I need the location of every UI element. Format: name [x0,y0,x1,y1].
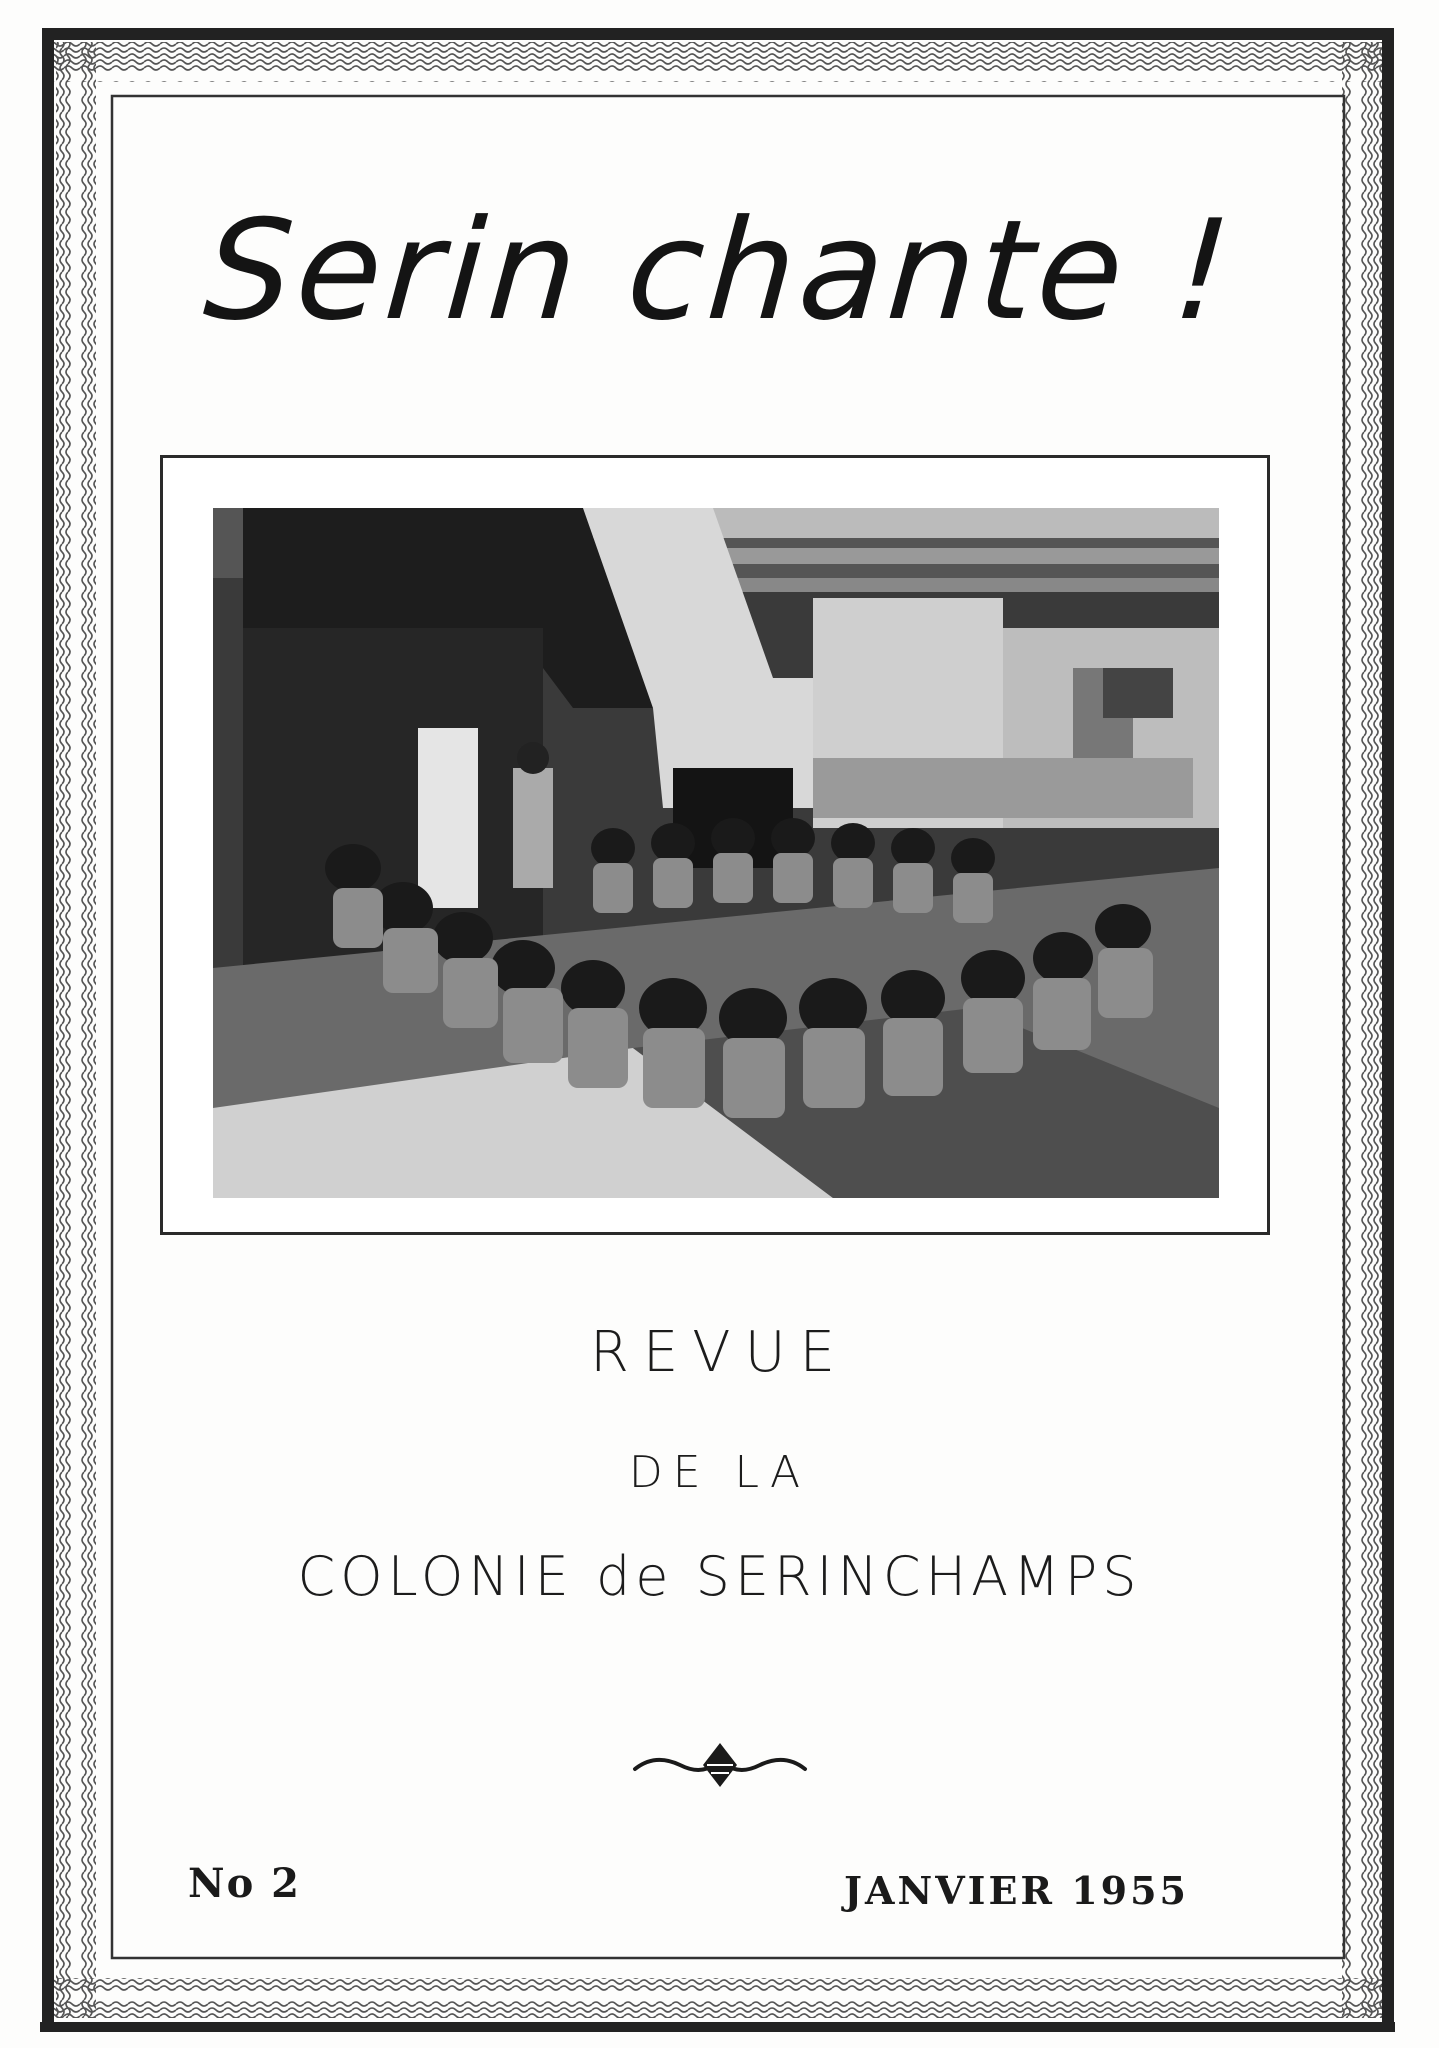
issue-number: No 2 [188,1860,301,1907]
issue-date: JANVIER 1955 [844,1868,1189,1913]
photo-frame [160,455,1270,1235]
group-photo-icon [213,508,1219,1198]
de-la-heading: DE LA [628,1447,811,1498]
cover-title: Serin chante ! [199,190,1240,351]
revue-heading: REVUE [590,1320,849,1385]
colonie-heading: COLONIE de SERINCHAMPS [297,1545,1142,1608]
flourish-ornament-icon [625,1735,815,1795]
